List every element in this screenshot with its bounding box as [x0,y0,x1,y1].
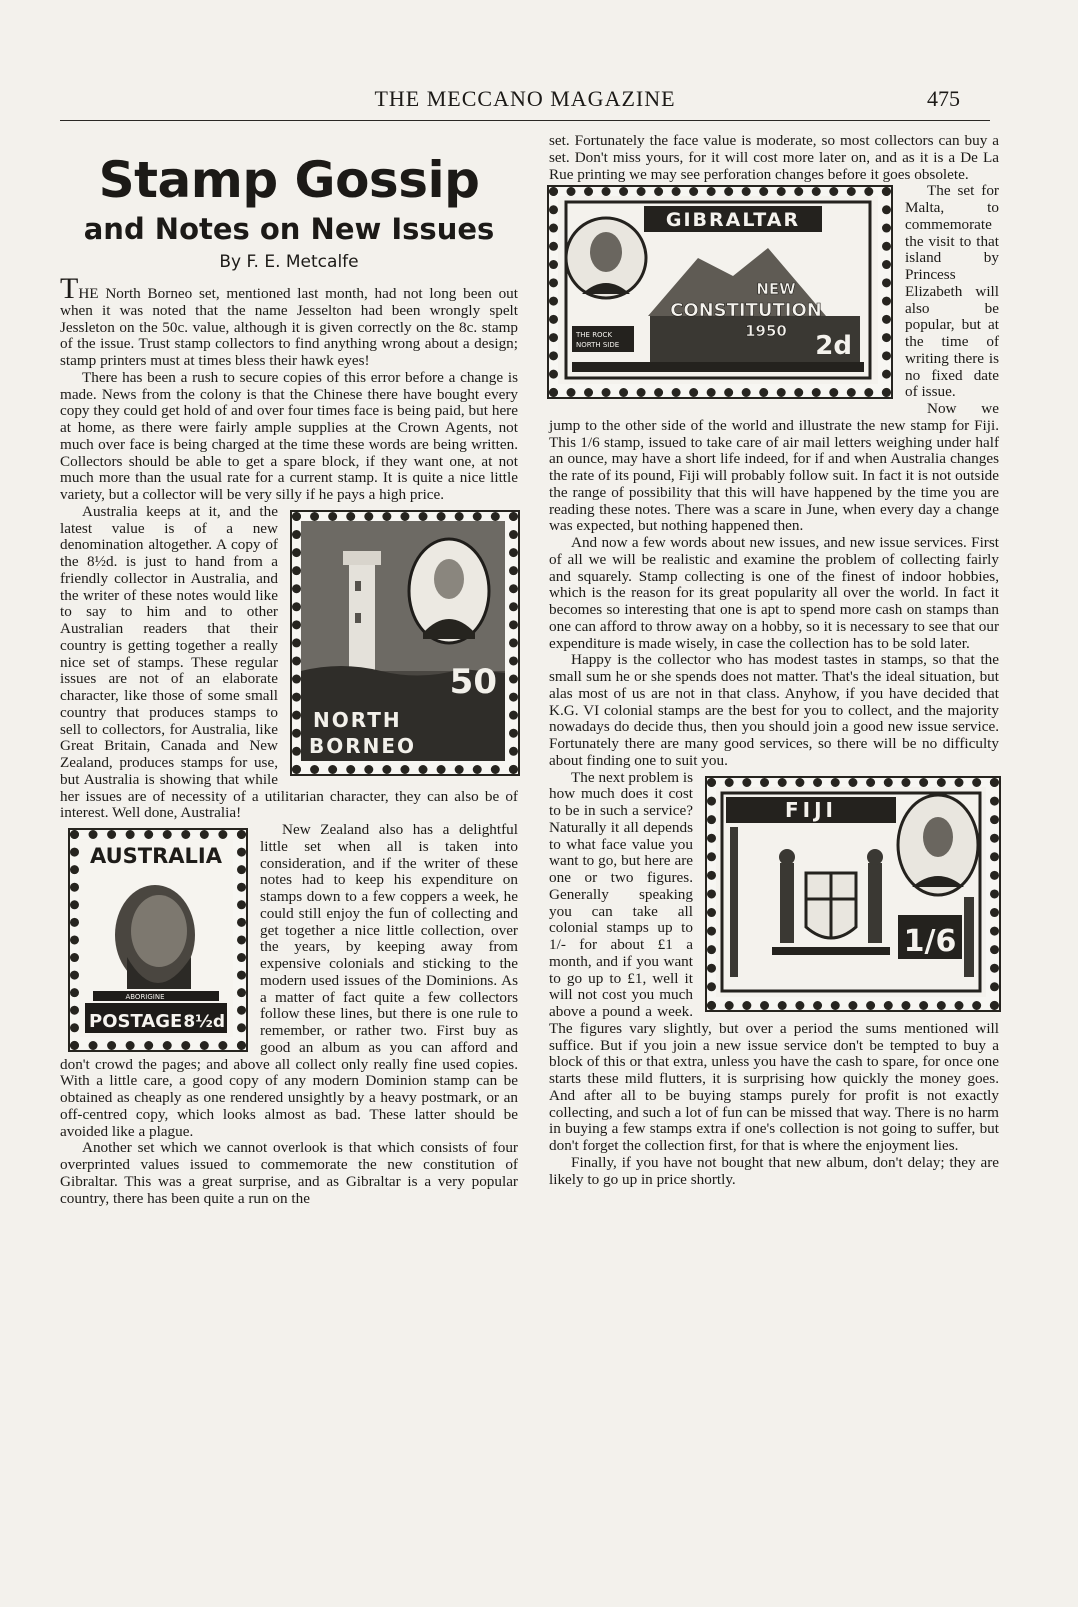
stamp-word-text: POSTAGE [89,1011,183,1032]
stamp-country-text: AUSTRALIA [90,844,222,868]
paragraph: And now a few words about new issues, and new issue services. First of all we will be realistic and examine the problem of collecting fairly and squarely. Stamp collecting is one of the finest of indoor hobbies, which is the reason for its great popularity all over the world. In fact it becomes so interesting that one is apt to spend more cash on stamps than one can afford to throw away on a hobby, so it is necessary to see that our expenditure is made wisely, in case the collection has to be sold later. [549,534,999,652]
stamp-value-text: 50 [449,661,497,702]
right-column [549,133,999,1188]
fiji-stamp-image [707,778,999,1010]
left-column [60,133,518,1207]
article-headline: Stamp Gossip [98,151,480,209]
article-subheadline: and Notes on New Issues [83,212,495,246]
stamp-overprint-text: CONSTITUTION [670,300,822,322]
stamp-overprint-text: 1950 [745,322,787,341]
paragraph: There has been a rush to secure copies of this error before a change is made. News from the colony is that the Chinese there have bought every copy they could get hold of and over four times face is being paid, but here at home, as there were fairly ample supplies at the Crown Agents, not much over face is being charged at the time these words are being written. Collectors should be able to get a spare block, if they want one, at not much more than the usual rate for a current stamp. It is quite a nice little variety, but a collector will be very silly if he pays a high price. [60,368,518,503]
paragraph: Happy is the collector who has modest tastes in stamps, so that the small sum he or she spends does not matter. That's the ideal situation, but alas most of us are not in that class. Anyhow, if you have decided that K.G. VI colonial stamps are the best for you to collect, and the majority nowadays do decide thus, then you should join a good new issue service. Fortunately there are many good services, so there will be no difficulty about finding one to suit you. [549,651,999,769]
article-byline: By F. E. Metcalfe [219,252,359,272]
running-header [60,84,990,121]
north-borneo-stamp-image [292,512,518,774]
gibraltar-stamp-image [549,187,891,397]
paragraph [60,272,518,370]
drop-cap: T [60,272,79,305]
stamp-country-text: FIJI [785,797,837,822]
stamp-value-text: 2d [815,331,852,362]
paragraph: The next problem is how much does it cost to be in such a service? Naturally it all depends to what face value you want to go, but here are one or two figures. Generally speaking you can take all colonial stamps up to 1/- for about £1 a month, and if you want to go up to £1, well it will not cost you much above a pound a week. The figures vary slightly, but over a period the sums mentioned will suffice. But if you join a new issue service don't be tempted to buy a block of this or that extra, unless you have the cash to spare, for once one starts these mild flutters, it is surprising how quickly the money goes. And after all to be buying stamps purely for profit is not exactly collecting, and such a lot of fun can be missed that way. There is no harm in buying a few stamps extra if one's collection is not going to suffer, but don't forget the collection first, for that is where the enjoyment lies. [549,768,999,1154]
stamp-label-text: ABORIGINE [125,993,165,1001]
stamp-country-text: GIBRALTAR [665,209,801,232]
paragraph: Another set which we cannot overlook is that which consists of four overprinted values issued to commemorate the new constitution of Gibraltar. This was a great surprise, and as Gibraltar is a very popular country, there has been quite a run on the [60,1139,518,1207]
stamp-overprint-text: NEW [756,280,796,299]
paragraph: Now we jump to the other side of the world and illustrate the new stamp for Fiji. This 1/6 stamp, issued to take care of air mail letters weighing under half an ounce, may have a short life indeed, for if and when Australia changes the rate of its pound, Fiji will probably follow suit. In fact it is not outside the range of possibility that this will have happened by the time you are reading these notes. There was a scare in June, when every day a change was expected, but nothing happened then. [549,400,999,535]
stamp-value-text: 1/6 [903,923,957,959]
stamp-caption-text: NORTH SIDE [576,341,620,350]
paragraph-text: HE North Borneo set, mentioned last month, had not long been out when it was noted that the name Jesselton had been wrongly spelt Jessleton on the 50c. value, although it is given correctly on the 8c. stamp of the issue. Trust stamp collectors to find anything wrong about a design; stamp printers must at times bless their hawk eyes! [60,285,518,369]
stamp-caption-text: THE ROCK [576,331,613,340]
australia-stamp-image [70,830,246,1050]
magazine-title: THE MECCANO MAGAZINE [374,86,676,111]
paragraph: Australia keeps at it, and the latest value is of a new denomination altogether. A copy of the 8½d. is just to hand from a friendly collector in Australia, and the writer of these notes would like to say to him and to other Australian readers that their country is getting together a really nice set of stamps. These regular issues are not of an elaborate character, like those of some small country that produces stamps to sell to collectors, for Australia, like Great Britain, Canada and New Zealand, produces stamps for use, but Australia is showing that while her issues are of necessity of a utilitarian character, they can also be of interest. Well done, Australia! [60,502,518,822]
stamp-value-text: 8½d [183,1012,225,1032]
stamp-country-text: BORNEO [309,733,417,758]
paragraph: Finally, if you have not bought that new album, don't delay; they are likely to go up in price shortly. [549,1153,999,1188]
page-number: 475 [927,86,960,111]
paragraph: set. Fortunately the face value is moderate, so most collectors can buy a set. Don't miss yours, for it will cost more later on, and as it is a De La Rue printing we may see perforation changes before it goes obsolete. [549,132,999,183]
paragraph: The set for Malta, to commemorate the visit to that island by Princess Elizabeth will also be popular, but at the time of writing there is no fixed date of issue. [905,182,999,401]
stamp-country-text: NORTH [313,707,402,732]
paragraph: New Zealand also has a delightful little set when all is taken into consideration, and if the writer of these notes had to keep his expenditure on stamps down to a few coppers a week, he could still enjoy the fun of collecting and get together a nice little collection, over the years, by keeping away from expensive colonials and sticking to the modern used issues of the Dominions. As a matter of fact quite a few collectors follow these lines, but there is one rule to remember, or rather two. First buy as good an album as you can afford and don't crowd the pages; and above all collect only really fine used copies. With a little care, a good copy of any modern Dominion stamp can be obtained as cheaply as one rendered unsightly by a heavy postmark, or an off-centred copy, which looks almost as bad. These latter should be avoided like a plague. [60,821,518,1140]
